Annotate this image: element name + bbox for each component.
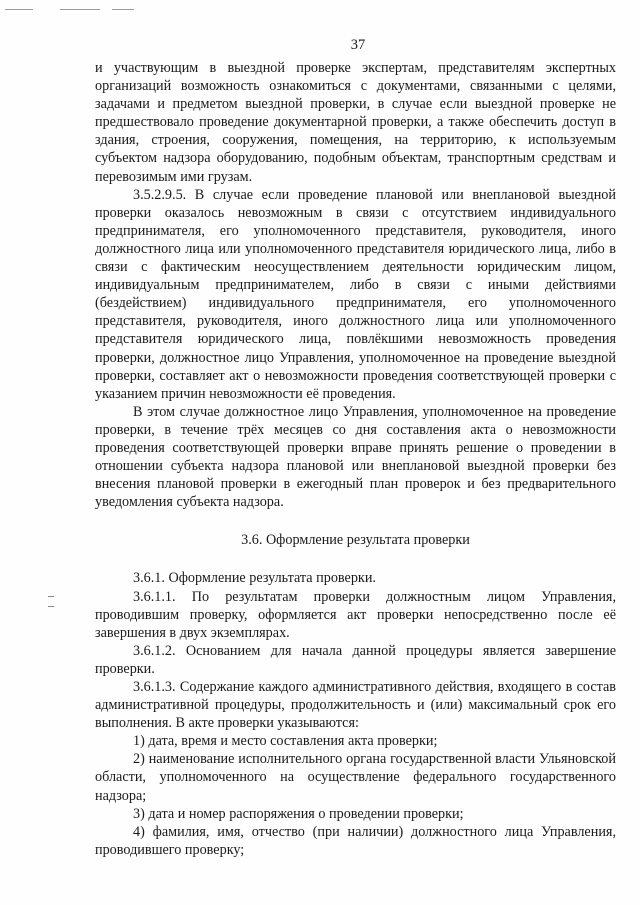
document-body [95, 59, 616, 859]
section-heading: 3.6. Оформление результата проверки [241, 532, 470, 549]
list-item-3: 3) дата и номер распоряжения о проведении проверки; [133, 805, 464, 822]
list-item-1: 1) дата, время и место составления акта проверки; [133, 733, 438, 750]
list-item-4: 4) фамилия, имя, отчество (при наличии) должностного лица Управления, проводившего проверку; [95, 823, 616, 858]
paragraph-3-5-2-9-5: 3.5.2.9.5. В случае если проведение плановой или внеплановой выездной проверки оказалось невозможным в связи с отсутствием индивидуального предпринимателя, его уполномоченного представителя, руководителя, иного должностного лица или уполномоченного представителя юридического лица, либо в связи с фактическим неосуществлением деятельности юридическим лицом, индивидуальным предпринимателем, либо в связи с иными действиями (бездействием) индивидуального предпринимателя, его уполномоченного представителя, руководителя, иного должностного лица или уполномоченного представителя юридического лица, повлёкшими невозможность проведения проверки, должностное лицо Управления, уполномоченное на проведение выездной проверки, составляет акт о невозможности проведения соответствующей проверки с указанием причин невозможности её проведения. [95, 186, 616, 402]
scan-artifact-line [60, 9, 100, 10]
margin-mark [48, 606, 54, 607]
scan-artifact-line [112, 9, 134, 10]
scan-artifact-line [5, 9, 33, 10]
paragraph-3-6-1: 3.6.1. Оформление результата проверки. [133, 570, 376, 587]
margin-mark [48, 596, 54, 597]
paragraph-3-6-1-1: 3.6.1.1. По результатам проверки должностным лицом Управления, проводившим проверку, оформляется акт проверки непосредственно после её завершения в двух экземплярах. [95, 588, 616, 641]
paragraph-3-6-1-3: 3.6.1.3. Содержание каждого административного действия, входящего в состав административной процедуры, продолжительность и (или) максимальный срок его выполнения. В акте проверки указываются: [95, 679, 616, 732]
paragraph-in-this-case: В этом случае должностное лицо Управления, уполномоченное на проведение проверки, в течение трёх месяцев со дня составления акта о невозможности проведения соответствующей проверки вправе принять решение о проведении в отношении субъекта надзора плановой или внеплановой выездной проверки без внесения плановой проверки в ежегодный план проверок и без предварительного уведомления субъекта надзора. [95, 403, 616, 511]
paragraph-continuation: и участвующим в выездной проверке экспертам, представителям экспертных организаций возможность ознакомиться с документами, связанными с целями, задачами и предметом выездной проверки, в случае если выездной проверке не предшествовало проведение документарной проверки, а также обеспечить доступ в здания, строения, сооружения, помещения, на территорию, к используемым субъектом надзора оборудованию, подобным объектам, транспортным средствам и перевозимым ими грузам. [95, 60, 616, 185]
page-number: 37 [350, 37, 366, 53]
list-item-2: 2) наименование исполнительного органа государственной власти Ульяновской области, уполномоченного на осуществление федерального государственного надзора; [95, 751, 616, 804]
paragraph-3-6-1-2: 3.6.1.2. Основанием для начала данной процедуры является завершение проверки. [95, 642, 616, 677]
